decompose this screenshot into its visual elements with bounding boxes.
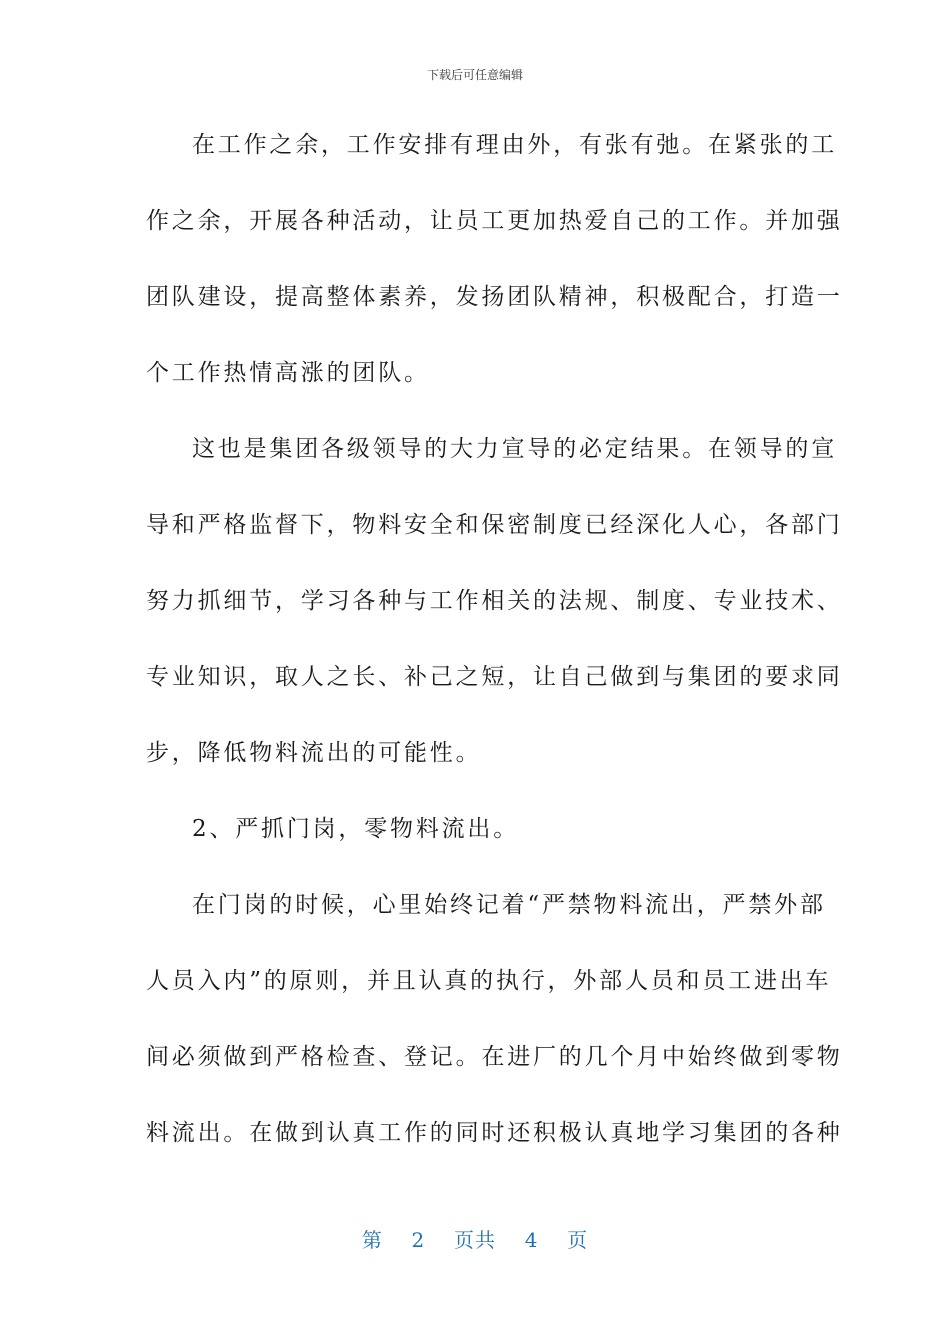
section-heading — [146, 810, 794, 848]
text-line: 个工作热情高涨的团队。 — [146, 360, 430, 386]
footer-prefix: 第 — [361, 1228, 383, 1252]
text-line: 专业知识，取人之长、补己之短，让自己做到与集团的要求同 — [146, 664, 843, 690]
text-line: 团队建设，提高整体素养，发扬团队精神，积极配合，打造一 — [146, 284, 843, 310]
text-line: 2、严抓门岗，零物料流出。 — [192, 816, 520, 842]
text-line: 作之余，开展各种活动，让员工更加热爱自己的工作。并加强 — [146, 208, 843, 234]
text-line: 努力抓细节，学习各种与工作相关的法规、制度、专业技术、 — [146, 588, 843, 614]
text-line: 在工作之余，工作安排有理由外，有张有弛。在紧张的工 — [192, 132, 837, 158]
page-footer — [0, 1224, 950, 1253]
page-header: 下载后可任意编辑 — [426, 68, 523, 82]
text-line: 这也是集团各级领导的大力宣导的必定结果。在领导的宣 — [192, 436, 837, 462]
total-pages-number: 4 — [524, 1228, 539, 1252]
current-page-number: 2 — [411, 1228, 426, 1252]
text-line: 步，降低物料流出的可能性。 — [146, 740, 482, 766]
paragraph-2 — [146, 430, 843, 772]
text-line: 间必须做到严格检查、登记。在进厂的几个月中始终做到零物 — [146, 1044, 843, 1070]
document-body — [146, 126, 843, 1190]
paragraph-1 — [146, 126, 843, 392]
paragraph-3 — [146, 886, 843, 1152]
text-line: 料流出。在做到认真工作的同时还积极认真地学习集团的各种 — [146, 1120, 843, 1146]
text-line: 导和严格监督下，物料安全和保密制度已经深化人心，各部门 — [146, 512, 843, 538]
footer-middle: 页共 — [454, 1228, 496, 1252]
text-line: 人员入内”的原则，并且认真的执行，外部人员和员工进出车 — [146, 968, 832, 994]
text-line: 在门岗的时候，心里始终记着“严禁物料流出，严禁外部 — [192, 892, 826, 918]
footer-suffix: 页 — [567, 1228, 589, 1252]
